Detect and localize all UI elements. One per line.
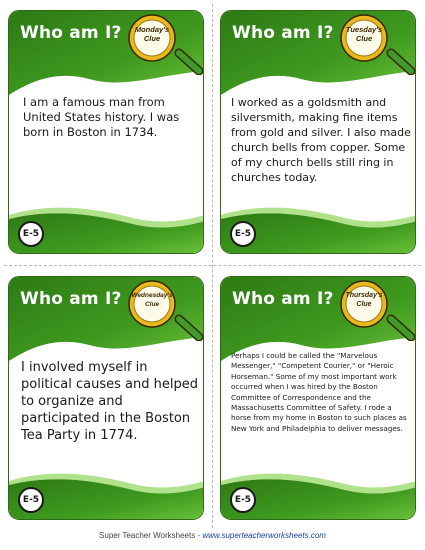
card-title: Who am I? bbox=[20, 23, 122, 43]
footer-brand: Super Teacher Worksheets bbox=[99, 531, 196, 540]
clue-text: I worked as a goldsmith and silversmith, making fine items from gold and silver. I also made church bells from copper. Some of my church bells still ring in churches today. bbox=[231, 96, 411, 184]
footer bbox=[0, 531, 425, 540]
clue-text: Perhaps I could be called the "Marvelous Messenger," "Competent Courier," or "Heroic Horseman." Some of my most important work occurred when I was hired by the Boston Committee of Correspondence and the Massachusetts Committee of Safety. I rode a horse from my home in Boston to such places as New York and Philadelphia to deliver messages. bbox=[231, 351, 407, 433]
card-code-badge: E-5 bbox=[230, 487, 256, 513]
clue-label: Tuesday's Clue bbox=[345, 25, 383, 43]
footer-separator: - bbox=[195, 531, 203, 540]
clue-label: Wednesday's Clue bbox=[131, 292, 173, 308]
clue-card-wednesday bbox=[8, 276, 204, 520]
footer-url-link[interactable]: www.superteacherworksheets.com bbox=[202, 531, 326, 540]
card-code-badge: E-5 bbox=[230, 221, 256, 247]
clue-card-monday bbox=[8, 10, 204, 254]
magnifying-glass-icon bbox=[127, 279, 204, 341]
horizontal-cut-line bbox=[4, 265, 421, 266]
card-code-badge: E-5 bbox=[18, 487, 44, 513]
card-title: Who am I? bbox=[232, 23, 334, 43]
magnifying-glass-icon bbox=[339, 279, 416, 341]
clue-label: Monday's Clue bbox=[134, 25, 170, 43]
card-title: Who am I? bbox=[20, 289, 122, 309]
clue-text: I involved myself in political causes and helped to organize and participated in the Boston Tea Party in 1774. bbox=[21, 360, 198, 443]
clue-text: I am a famous man from United States history. I was born in Boston in 1734. bbox=[23, 95, 180, 139]
clue-card-tuesday bbox=[220, 10, 416, 254]
card-code-badge: E-5 bbox=[18, 221, 44, 247]
vertical-cut-line bbox=[212, 4, 213, 528]
clue-card-thursday bbox=[220, 276, 416, 520]
magnifying-glass-icon bbox=[127, 13, 204, 75]
magnifying-glass-icon bbox=[339, 13, 416, 75]
clue-label: Thursday's Clue bbox=[345, 292, 383, 308]
card-title: Who am I? bbox=[232, 289, 334, 309]
